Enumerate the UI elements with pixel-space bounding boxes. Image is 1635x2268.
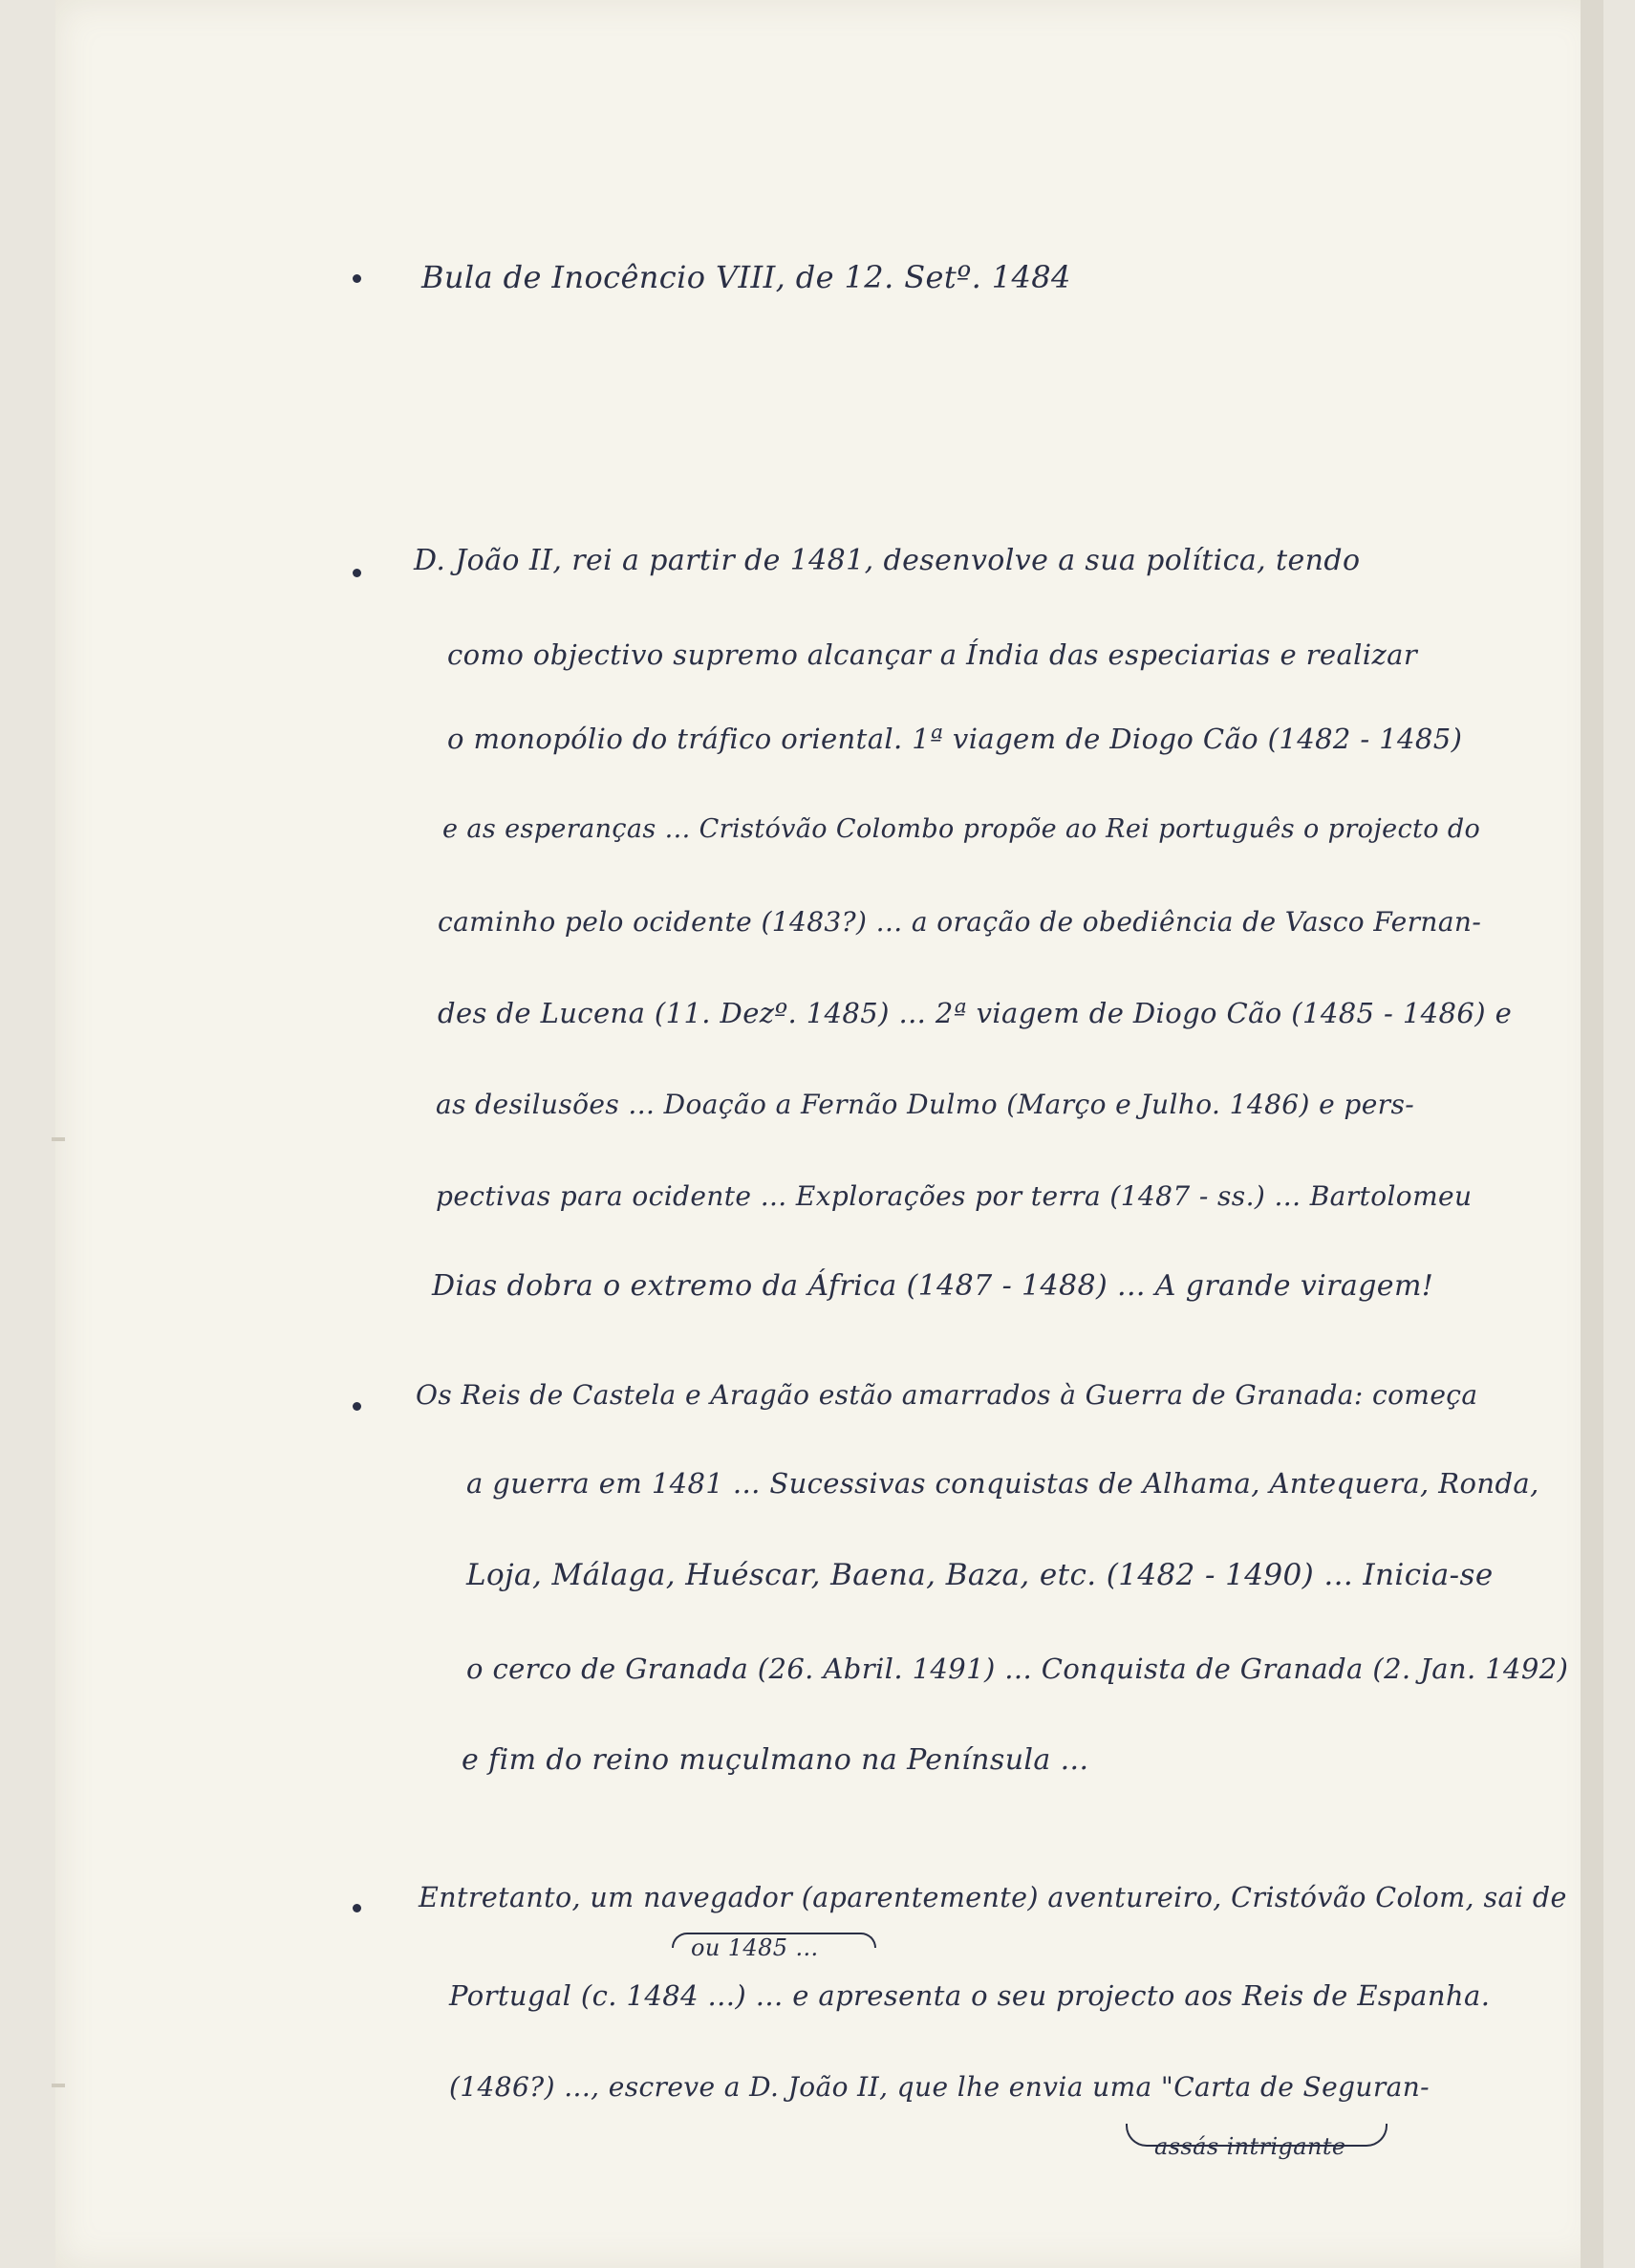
note-line: o cerco de Granada (26. Abril. 1491) ... Conquista de Granada (2. Jan. 1492) bbox=[466, 1652, 1569, 1685]
note-line: Entretanto, um navegador (aparentemente) aventureiro, Cristóvão Colom, sai de bbox=[419, 1882, 1567, 1913]
note-line: as desilusões ... Doação a Fernão Dulmo (Março e Julho. 1486) e pers- bbox=[436, 1089, 1415, 1120]
bullet-point bbox=[353, 569, 361, 577]
insertion-note: assás intrigante bbox=[1154, 2133, 1346, 2160]
note-line: Bula de Inocêncio VIII, de 12. Setº. 1484 bbox=[421, 259, 1071, 295]
bullet-point bbox=[353, 1402, 361, 1411]
note-line: como objectivo supremo alcançar a Índia das especiarias e realizar bbox=[447, 638, 1418, 671]
note-line: des de Lucena (11. Dezº. 1485) ... 2ª viagem de Diogo Cão (1485 - 1486) e bbox=[438, 997, 1513, 1029]
note-line: (1486?) ..., escreve a D. João II, que lhe envia uma "Carta de Seguran- bbox=[449, 2071, 1431, 2103]
insertion-bracket bbox=[672, 1933, 876, 1948]
note-line: e as esperanças ... Cristóvão Colombo propõe ao Rei português o projecto do bbox=[442, 814, 1481, 844]
bullet-point bbox=[353, 1904, 361, 1912]
punch-mark bbox=[52, 1137, 65, 1141]
note-line: e fim do reino muçulmano na Península ... bbox=[462, 1743, 1089, 1777]
note-line: o monopólio do tráfico oriental. 1ª viagem de Diogo Cão (1482 - 1485) bbox=[447, 723, 1463, 755]
note-line: Loja, Málaga, Huéscar, Baena, Baza, etc. (1482 - 1490) ... Inicia-se bbox=[466, 1558, 1494, 1592]
note-line: pectivas para ocidente ... Explorações por terra (1487 - ss.) ... Bartolomeu bbox=[436, 1180, 1473, 1212]
paper-edge bbox=[1581, 0, 1603, 2268]
note-line: Portugal (c. 1484 ...) ... e apresenta o seu projecto aos Reis de Espanha. bbox=[449, 1979, 1491, 2012]
note-line: a guerra em 1481 ... Sucessivas conquistas de Alhama, Antequera, Ronda, bbox=[466, 1467, 1539, 1500]
insertion-note: ou 1485 ... bbox=[691, 1934, 819, 1961]
note-line: caminho pelo ocidente (1483?) ... a oração de obediência de Vasco Fernan- bbox=[438, 906, 1482, 938]
note-line: Os Reis de Castela e Aragão estão amarrados à Guerra de Granada: começa bbox=[416, 1379, 1478, 1411]
punch-mark bbox=[52, 2084, 65, 2087]
note-line: D. João II, rei a partir de 1481, desenvolve a sua política, tendo bbox=[414, 544, 1361, 577]
bullet-point bbox=[353, 274, 361, 283]
note-line: Dias dobra o extremo da África (1487 - 1488) ... A grande viragem! bbox=[432, 1269, 1434, 1303]
paper-sheet bbox=[55, 0, 1603, 2268]
